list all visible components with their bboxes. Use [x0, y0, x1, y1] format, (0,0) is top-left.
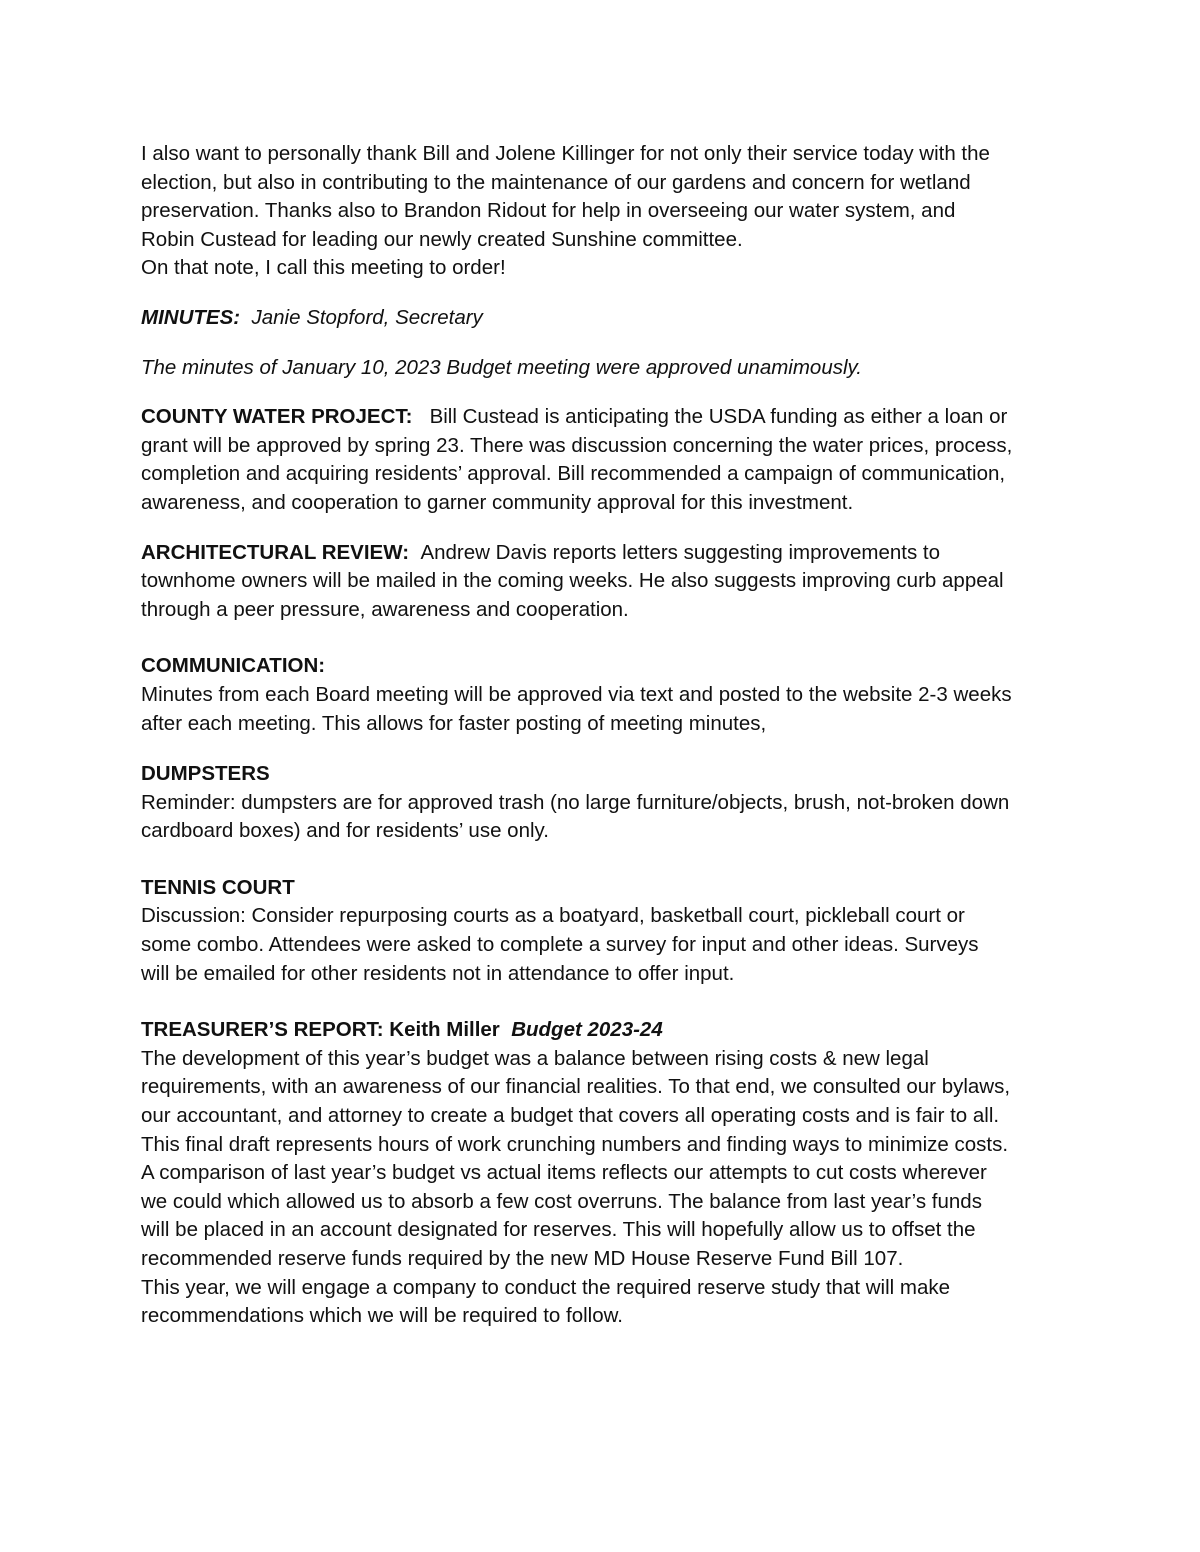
- architectural-line: through a peer pressure, awareness and cooperation.: [141, 597, 629, 621]
- minutes-approval: [141, 354, 1071, 383]
- intro-line: preservation. Thanks also to Brandon Ridout for help in overseeing our water system, and: [141, 199, 956, 223]
- minutes-approval-text: The minutes of January 10, 2023 Budget meeting were approved unamimously.: [141, 355, 862, 379]
- intro-paragraph: [141, 140, 1071, 283]
- treasurer-line: requirements, with an awareness of our financial realities. To that end, we consulted our bylaws,: [141, 1075, 1011, 1099]
- county-water-heading: COUNTY WATER PROJECT:: [141, 405, 413, 429]
- minutes-byline: Janie Stopford, Secretary: [251, 305, 483, 329]
- communication-line: after each meeting. This allows for faster posting of meeting minutes,: [141, 711, 767, 735]
- communication-heading: COMMUNICATION:: [141, 654, 326, 678]
- treasurer-heading: TREASURER’S REPORT: Keith Miller: [141, 1018, 500, 1042]
- treasurer-line: A comparison of last year’s budget vs actual items reflects our attempts to cut costs wherever: [141, 1161, 987, 1185]
- treasurer-line: recommended reserve funds required by the new MD House Reserve Fund Bill 107.: [141, 1247, 904, 1270]
- tennis-section: [141, 874, 1071, 988]
- county-water-line: awareness, and cooperation to garner community approval for this investment.: [141, 490, 854, 514]
- communication-section: [141, 652, 1071, 738]
- treasurer-section: [141, 1016, 1071, 1331]
- document-page: [141, 140, 1071, 1331]
- minutes-heading-line: [141, 304, 1071, 333]
- dumpsters-heading: DUMPSTERS: [141, 762, 270, 786]
- treasurer-line: The development of this year’s budget was a balance between rising costs & new legal: [141, 1046, 929, 1070]
- tennis-line: some combo. Attendees were asked to complete a survey for input and other ideas. Surveys: [141, 933, 979, 957]
- architectural-line: townhome owners will be mailed in the coming weeks. He also suggests improving curb appeal: [141, 569, 1004, 593]
- treasurer-line: our accountant, and attorney to create a budget that covers all operating costs and is fair to all.: [141, 1104, 1000, 1128]
- architectural-line: Andrew Davis reports letters suggesting improvements to: [420, 540, 940, 564]
- county-water-line: grant will be approved by spring 23. There was discussion concerning the water prices, process,: [141, 433, 1013, 457]
- county-water-section: [141, 403, 1071, 517]
- tennis-heading: TENNIS COURT: [141, 875, 295, 899]
- treasurer-subheading: Budget 2023-24: [511, 1018, 663, 1042]
- minutes-heading: MINUTES:: [141, 305, 241, 329]
- treasurer-line: we could which allowed us to absorb a few cost overruns. The balance from last year’s funds: [141, 1189, 982, 1213]
- treasurer-line: This year, we will engage a company to conduct the required reserve study that will make: [141, 1275, 951, 1299]
- architectural-heading: ARCHITECTURAL REVIEW:: [141, 540, 410, 564]
- intro-line: On that note, I call this meeting to order!: [141, 256, 506, 280]
- treasurer-line: This final draft represents hours of work crunching numbers and finding ways to minimize costs.: [141, 1132, 1009, 1156]
- communication-line: Minutes from each Board meeting will be approved via text and posted to the website 2-3 weeks: [141, 682, 1012, 706]
- intro-line: Robin Custead for leading our newly created Sunshine committee.: [141, 227, 743, 251]
- treasurer-line: recommendations which we will be required to follow.: [141, 1304, 623, 1328]
- dumpsters-line: cardboard boxes) and for residents’ use only.: [141, 819, 549, 843]
- intro-line: I also want to personally thank Bill and Jolene Killinger for not only their service today with the: [141, 142, 990, 165]
- dumpsters-section: [141, 760, 1071, 846]
- dumpsters-line: Reminder: dumpsters are for approved trash (no large furniture/objects, brush, not-broken down: [141, 790, 1010, 814]
- tennis-line: will be emailed for other residents not in attendance to offer input.: [141, 961, 735, 985]
- county-water-line: Bill Custead is anticipating the USDA funding as either a loan or: [429, 405, 1008, 429]
- architectural-section: [141, 539, 1071, 625]
- treasurer-line: will be placed in an account designated for reserves. This will hopefully allow us to offset the: [141, 1218, 976, 1242]
- intro-line: election, but also in contributing to the maintenance of our gardens and concern for wetland: [141, 170, 971, 194]
- tennis-line: Discussion: Consider repurposing courts as a boatyard, basketball court, pickleball court or: [141, 904, 965, 928]
- county-water-line: completion and acquiring residents’ approval. Bill recommended a campaign of communication,: [141, 462, 1006, 486]
